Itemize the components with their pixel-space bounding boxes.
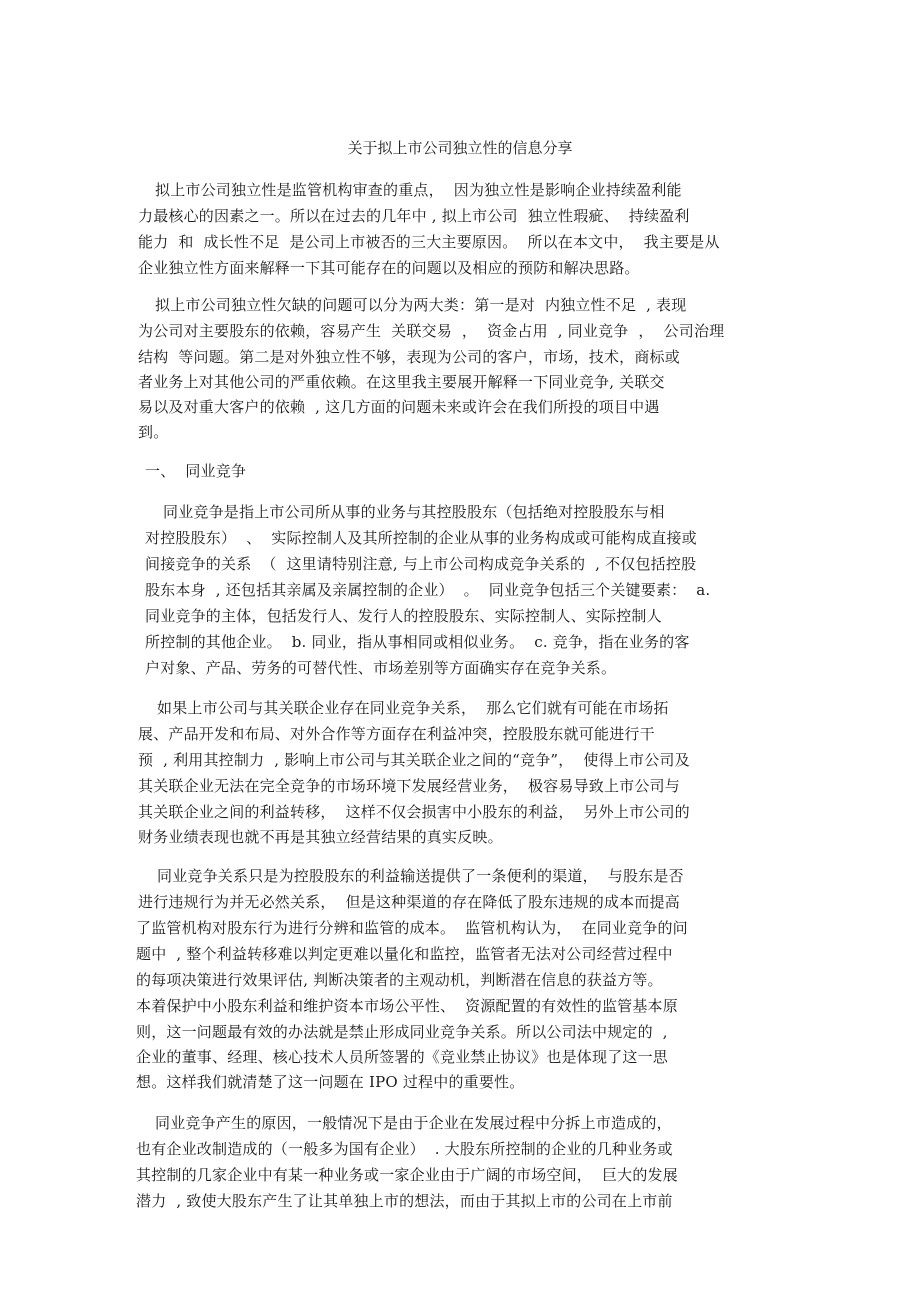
body-line: 拟上市公司独立性欠缺的问题可以分为两大类：第一是对 内独立性不足 , 表现 [155, 296, 687, 314]
body-line: 拟上市公司独立性是监管机构审查的重点， 因为独立性是影响企业持续盈利能 [155, 181, 682, 199]
body-line: 间接竞争的关系 （ 这里请特别注意, 与上市公司构成竞争关系的 , 不仅包括控股 [145, 555, 697, 573]
body-line: 为公司对主要股东的依赖，容易产生 关联交易 ， 资金占用 , 同业竞争 ， 公司治理 [138, 322, 725, 340]
body-line: 能力 和 成长性不足 是公司上市被否的三大主要原因。 所以在本文中， 我主要是从 [138, 233, 720, 251]
body-line: 展、产品开发和布局、对外合作等方面存在利益冲突，控股股东就可能进行干 [138, 725, 655, 743]
body-line: 者业务上对其他公司的严重依赖。在这里我主要展开解释一下同业竞争, 关联交 [138, 373, 665, 391]
body-line: 本着保护中小股东利益和维护资本市场公平性、 资源配置的有效性的监管基本原 [136, 997, 678, 1015]
body-line: 财务业绩表现也就不再是其独立经营结果的真实反映。 [138, 828, 503, 846]
body-line: 同业竞争产生的原因，一般情况下是由于企业在发展过程中分拆上市造成的， [155, 1114, 672, 1132]
body-line: 其控制的几家企业中有某一种业务或一家企业由于广阔的市场空间， 巨大的发展 [136, 1166, 678, 1184]
section-heading: 一、 同业竞争 [145, 462, 247, 480]
body-line: 其关联企业之间的利益转移， 这样不仅会损害中小股东的利益， 另外上市公司的 [138, 803, 690, 821]
body-line: 则，这一问题最有效的办法就是禁止形成同业竞争关系。所以公司法中规定的 , [136, 1023, 668, 1041]
body-line: 同业竞争的主体，包括发行人、发行人的控股股东、实际控制人、实际控制人 [145, 607, 662, 625]
body-line: 了监管机构对股东行为进行分辨和监管的成本。 监管机构认为， 在同业竞争的问 [136, 919, 688, 937]
body-line: 对控股股东） 、 实际控制人及其所控制的企业从事的业务构成或可能构成直接或 [145, 529, 697, 547]
body-line: 题中 , 整个利益转移难以判定更难以量化和监控，监管者无法对公司经营过程中 [136, 945, 673, 963]
body-line: 的每项决策进行效果评估, 判断决策者的主观动机，判断潜在信息的获益方等。 [136, 971, 663, 989]
body-line: 如果上市公司与其关联企业存在同业竞争关系， 那么它们就有可能在市场拓 [157, 699, 669, 717]
body-line: 其关联企业无法在完全竞争的市场环境下发展经营业务， 极容易导致上市公司与 [138, 777, 680, 795]
body-line: 户对象、产品、劳务的可替代性、市场差别等方面确实存在竞争关系。 [145, 659, 617, 677]
body-line: 力最核心的因素之一。所以在过去的几年中 , 拟上市公司 独立性瑕疵、 持续盈利 [138, 207, 690, 225]
body-line: 结构 等问题。第二是对外独立性不够，表现为公司的客户，市场，技术，商标或 [138, 348, 680, 366]
body-line: 同业竞争是指上市公司所从事的业务与其控股股东（包括绝对控股股东与相 [163, 503, 665, 521]
body-line: 企业独立性方面来解释一下其可能存在的问题以及相应的预防和解决思路。 [138, 259, 640, 277]
body-line: 易以及对重大客户的依赖 , 这几方面的问题未来或许会在我们所投的项目中遇 [138, 398, 660, 416]
body-line: 预 , 利用其控制力 , 影响上市公司与其关联企业之间的“竞争”， 使得上市公司及 [138, 751, 690, 769]
body-line: 想。这样我们就清楚了这一问题在 IPO 过程中的重要性。 [136, 1073, 525, 1091]
body-line: 到。 [138, 423, 169, 441]
body-line: 同业竞争关系只是为控股股东的利益输送提供了一条便利的渠道， 与股东是否 [157, 867, 684, 885]
body-line: 进行违规行为并无必然关系， 但是这种渠道的存在降低了股东违规的成本而提高 [138, 893, 680, 911]
body-line: 也有企业改制造成的（一般多为国有企业） . 大股东所控制的企业的几种业务或 [136, 1140, 673, 1158]
body-line: 潜力 , 致使大股东产生了让其单独上市的想法，而由于其拟上市的公司在上市前 [136, 1192, 673, 1210]
body-line: 股东本身 , 还包括其亲属及亲属控制的企业） 。 同业竞争包括三个关键要素： a. [145, 581, 711, 599]
body-line: 企业的董事、经理、核心技术人员所签署的《竞业禁止协议》也是体现了这一思 [136, 1048, 669, 1066]
body-line: 所控制的其他企业。 b. 同业，指从事相同或相似业务。 c. 竞争，指在业务的客 [145, 633, 690, 651]
document-title: 关于拟上市公司独立性的信息分享 [347, 139, 573, 157]
